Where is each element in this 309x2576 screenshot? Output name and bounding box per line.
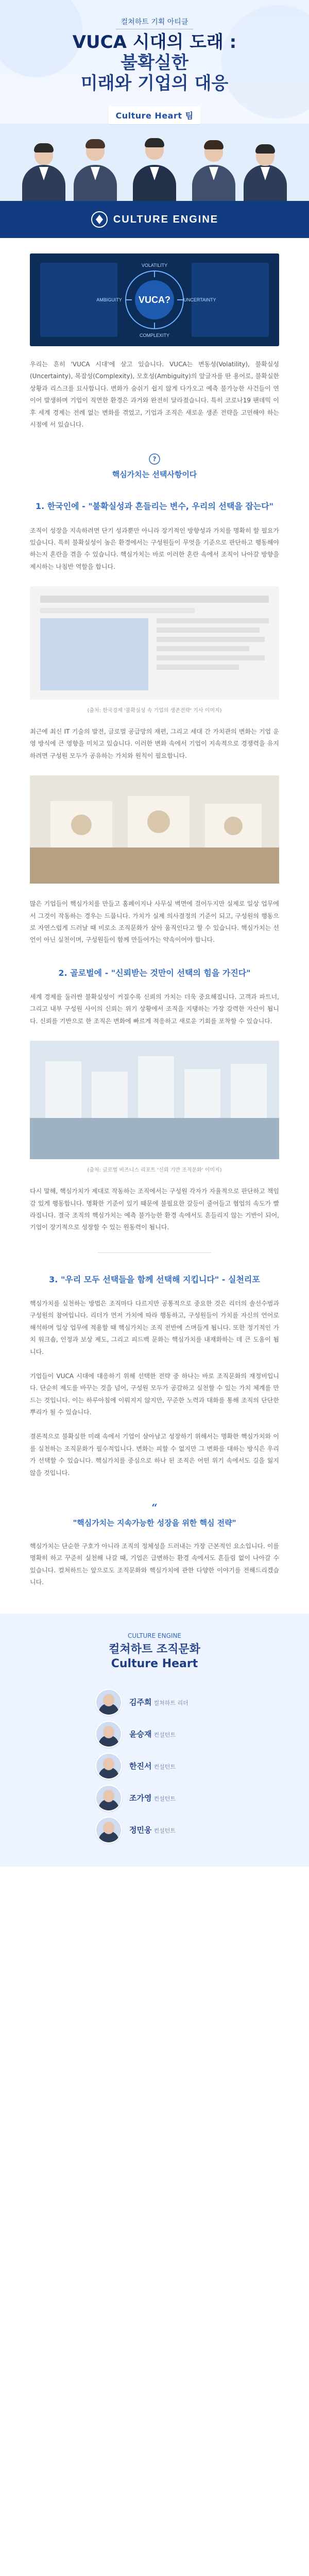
section-1-photo: [30, 586, 279, 702]
avatar: [95, 1721, 122, 1748]
global-business-image: [30, 1041, 279, 1159]
quote-icon: [149, 1502, 160, 1513]
credit-item: [95, 1686, 214, 1718]
member-name: 정민웅: [129, 1825, 152, 1835]
svg-text:?: ?: [152, 455, 157, 463]
member-role: 컨설턴트: [153, 1764, 176, 1771]
title-line-1: VUCA 시대의 도래 :: [72, 32, 237, 53]
member-name: 윤승재: [129, 1730, 152, 1739]
member-name: 한진서: [129, 1761, 152, 1771]
section-3-body: 핵심가치를 실천하는 방법은 조직마다 다르지만 공통적으로 중요한 것은 리더의 솔선수범과 구성원의 참여입니다. 리더가 먼저 가치에 따라 행동하고, 구성원들이 가치를 자신의 언어로 해석하며 일상 업무에 적용할 때 핵심가치는 조직 전반에 스며들게 됩니다. 또한 정기적인 가치 워크숍, 인정과 보상 제도, 그리고 피드백 문화는 핵심가치를 내재화하는 데 큰 도움이 됩니다.: [30, 1299, 279, 1355]
paragraph-5: 결론적으로 불확실한 미래 속에서 기업이 살아남고 성장하기 위해서는 명확한 핵심가치와 이를 실천하는 조직문화가 필수적입니다. 변화는 피할 수 없지만 그 변화를 대하는 방식은 우리가 선택할 수 있습니다. 핵심가치를 중심으로 하나 된 조직은 어떤 위기 속에서도 길을 잃지 않을 것입니다.: [30, 1433, 279, 1477]
key-question-2-text: "핵심가치는 지속가능한 성장을 위한 핵심 전략": [73, 1518, 236, 1528]
vuca-center-label: VUCA?: [139, 295, 170, 305]
avatar: [95, 1689, 122, 1716]
vuca-label-ambiguity: AMBIGUITY: [96, 297, 122, 302]
key-question-1: [30, 453, 279, 480]
avatar: [95, 1817, 122, 1843]
person-figure: [72, 140, 118, 201]
team-photo: [0, 139, 309, 201]
intro-paragraph: 우리는 흔히 'VUCA 시대'에 살고 있습니다. VUCA는 변동성(Volatility), 불확실성(Uncertainty), 복잡성(Complexity), 모호성(Ambiguity)의 앞글자를 딴 용어로, 불확실한 상황과 리스크를 묘사합니다. 변화가 숨쉬기 쉽지 않게 다가오고 예측 불가능한 사건들이 연이어 발생하며 기업이 직면한 환경은 과거와 완전히 달라졌습니다. 특히 코로나19 팬데믹 이후 세계 경제는 전례 없는 변화를 겪었고, 기업과 조직은 새로운 생존 전략을 고민해야 하는 시점에 서 있습니다.: [30, 361, 279, 428]
member-name: 조가영: [129, 1793, 152, 1803]
key-question-1-text: 핵심가치는 선택사항이다: [112, 470, 197, 480]
section-divider: [98, 1252, 211, 1253]
article-body: [0, 253, 309, 1589]
member-name: 김주희: [129, 1698, 152, 1707]
section-1-caption: (출처: 한국경제 '불확실성 속 기업의 생존전략' 기사 이미지): [87, 708, 222, 714]
brand-bar: [0, 201, 309, 238]
credits-brand: CULTURE ENGINE: [128, 1632, 181, 1639]
section-2-title: 2. 골로벌에 - "신뢰받는 것만이 선택의 힘을 가진다": [58, 968, 251, 978]
title-line-3: 미래와 기업의 대응: [80, 73, 229, 94]
avatar: [95, 1753, 122, 1780]
member-role: 컨설턴트: [153, 1795, 176, 1803]
brand-name: CULTURE ENGINE: [113, 213, 219, 225]
vuca-illustration: [30, 253, 279, 346]
credits-title: [0, 1642, 309, 1672]
avatar: [95, 1785, 122, 1811]
credit-item: [95, 1718, 214, 1750]
person-figure: [21, 144, 67, 201]
footer-space: [0, 1867, 309, 1897]
paragraph-4: 다시 말해, 핵심가치가 제대로 작동하는 조직에서는 구성원 각자가 자율적으로 판단하고 책임감 있게 행동합니다. 명확한 기준이 있기 때문에 불필요한 갈등이 줄어들고 협업의 속도가 빨라집니다. 결국 조직의 핵심가치는 예측 불가능한 환경 속에서도 흔들리지 않는 기반이 되어, 기업이 장기적으로 성장할 수 있는 원동력이 됩니다.: [30, 1188, 279, 1231]
section-3: [30, 1274, 279, 1479]
member-role: 컨설턴트: [153, 1732, 176, 1739]
section-1-title: 1. 한국인에 - "불확실성과 흔들리는 변수, 우리의 선택을 잡는다": [35, 501, 274, 512]
vuca-label-complexity: COMPLEXITY: [139, 333, 170, 338]
article-eyebrow: 컬쳐하트 기획 아티클: [116, 16, 194, 29]
person-figure: [191, 141, 237, 201]
office-image: [30, 775, 279, 884]
section-2: [30, 967, 279, 1234]
paragraph-3: 많은 기업들이 핵심가치를 만들고 홈페이지나 사무실 벽면에 걸어두지만 실제로 일상 업무에서 그것이 작동하는 경우는 드뭅니다. 가치가 실제 의사결정의 기준이 되고, 구성원의 행동으로 자연스럽게 드러날 때 비로소 조직문화가 살아 움직인다고 할 수 있습니다. 핵심가치는 선언이 아닌 실천이며, 구성원들이 함께 만들어가는 약속이어야 합니다.: [30, 900, 279, 944]
member-role: 컨설턴트: [153, 1827, 176, 1835]
credits-section: [0, 1614, 309, 1867]
question-icon: [149, 453, 160, 465]
article-title: [0, 32, 309, 94]
title-line-2: 불확실한: [121, 53, 188, 74]
news-article-image: [30, 586, 279, 700]
author-badge: Culture Heart 팀: [108, 106, 200, 124]
section-3-title: 3. "우리 모두 선택들을 함께 선택해 지킵니다" - 실천리포: [49, 1274, 260, 1284]
section-2-photo: [30, 1041, 279, 1161]
credit-item: [95, 1750, 214, 1782]
vuca-diagram: [30, 253, 279, 346]
office-photo: [30, 775, 279, 886]
credit-item: [95, 1782, 214, 1814]
credits-title-line-1: 컬쳐하트 조직문화: [109, 1642, 200, 1656]
credits-title-line-2: Culture Heart: [111, 1657, 198, 1671]
svg-text:“: “: [151, 1502, 158, 1514]
credit-item: [95, 1814, 214, 1846]
person-figure: [129, 139, 180, 201]
section-1-body: 조직이 성장을 지속하려면 단기 성과뿐만 아니라 장기적인 방향성과 가치를 명확히 할 필요가 있습니다. 특히 불확실성이 높은 환경에서는 구성원들이 무엇을 기준으로 판단하고 행동해야 하는지 혼란을 겪을 수 있습니다. 핵심가치는 바로 이러한 혼란 속에서 조직이 나아갈 방향을 제시하는 나침반 역할을 합니다.: [30, 527, 279, 570]
vuca-label-uncertainty: UNCERTAINTY: [183, 297, 216, 302]
person-figure: [242, 145, 288, 201]
paragraph-2: 최근에 최신 IT 기술의 발전, 글로벌 공급망의 재편, 그리고 세대 간 가치관의 변화는 기업 운영 방식에 큰 영향을 미치고 있습니다. 이러한 변화 속에서 기업이 지속적으로 경쟁력을 유지하려면 구성원 모두가 공유하는 가치와 원칙이 필요합니다.: [30, 728, 279, 759]
member-role: 컬쳐하트 리더: [153, 1700, 188, 1707]
key-question-2: [30, 1502, 279, 1528]
section-3-body-2: 기업들이 VUCA 시대에 대응하기 위해 선택한 전략 중 하나는 바로 조직문화의 재정비입니다. 단순히 제도를 바꾸는 것을 넘어, 구성원 모두가 공감하고 실천할 수 있는 가치 체계를 만드는 것입니다. 이는 하루아침에 이뤄지지 않지만, 꾸준한 노력과 대화를 통해 조직의 단단한 뿌리가 될 수 있습니다.: [30, 1372, 279, 1416]
paragraph-6: 핵심가치는 단순한 구호가 아니라 조직의 정체성을 드러내는 가장 근본적인 요소입니다. 이를 명확히 하고 꾸준히 실천해 나갈 때, 기업은 급변하는 환경 속에서도 흔들림 없이 나아갈 수 있습니다. 컬쳐하트는 앞으로도 조직문화와 핵심가치에 관한 다양한 이야기를 전해드리겠습니다.: [30, 1543, 279, 1586]
section-2-caption: (출처: 글로벌 비즈니스 리포트 '신뢰 기반 조직문화' 이미지): [87, 1167, 222, 1174]
brand-logo-icon: [91, 211, 108, 228]
vuca-label-volatility: VOLATILITY: [141, 263, 168, 268]
section-1: [30, 500, 279, 946]
hero-banner: [0, 0, 309, 201]
credit-list: [95, 1686, 214, 1846]
section-2-body: 세계 경제를 둘러싼 불확실성이 커질수록 신뢰의 가치는 더욱 중요해집니다. 고객과 파트너, 그리고 내부 구성원 사이의 신뢰는 위기 상황에서 조직을 지탱하는 가장 강력한 자산이 됩니다. 신뢰를 기반으로 한 조직은 변화에 빠르게 적응하고 새로운 기회를 포착할 수 있습니다.: [30, 993, 279, 1025]
